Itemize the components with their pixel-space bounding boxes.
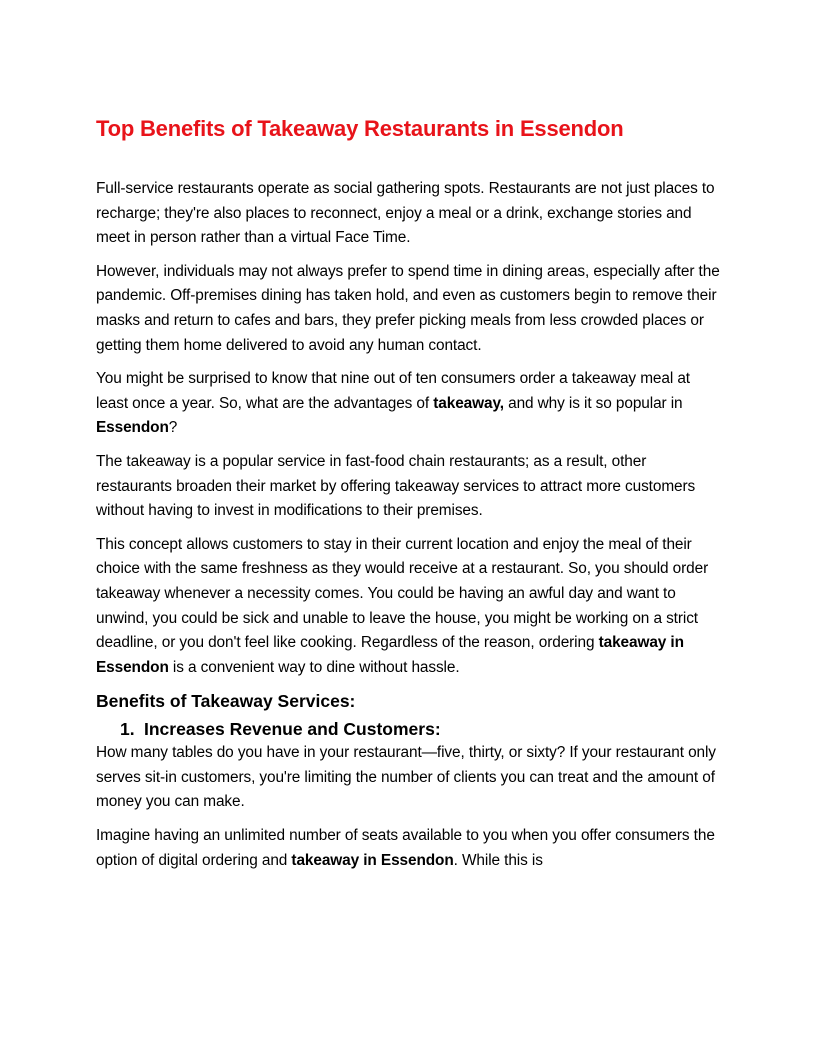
paragraph-pandemic: However, individuals may not always prefer to spend time in dining areas, especially after the pandemic. Off-premises dining has taken hold, and even as customers begin to remove their masks and return to cafes and bars, they prefer picking meals from less crowded places or getting them home delivered to avoid any human contact. (96, 262, 720, 354)
paragraph-unlimited-seats (96, 824, 720, 873)
bold-keyword-takeaway-essendon: takeaway in Essendon (96, 634, 684, 676)
text-run: is a convenient way to dine without hassle. (168, 658, 460, 676)
section-heading: Benefits of Takeaway Services: (96, 691, 356, 712)
text-run: You might be surprised to know that nine out of ten consumers order a takeaway meal at least once a year. So, what are the advantages of (96, 370, 690, 412)
bold-keyword-takeaway-essendon-2: takeaway in Essendon (291, 851, 454, 869)
text-run: ? (168, 419, 178, 437)
page-title: Top Benefits of Takeaway Restaurants in Essendon (96, 116, 624, 141)
paragraph-concept (96, 533, 720, 681)
text-run: This concept allows customers to stay in their current location and enjoy the meal of their choice with the same freshness as they would receive at a restaurant. So, you should order takeaway whenever a necessity comes. You could be having an awful day and want to unwind, you could be sick and unable to leave the house, you might be working on a strict deadline, or you don't feel like cooking. Regardless of the reason, ordering (96, 535, 709, 652)
list-number: 1. (120, 719, 135, 740)
paragraph-tables: How many tables do you have in your restaurant—five, thirty, or sixty? If your restaurant only serves sit-in customers, you're limiting the number of clients you can treat and the amount of money you can make. (96, 744, 716, 811)
paragraph-advantages (96, 367, 720, 441)
bold-keyword-takeaway: takeaway, (433, 394, 504, 412)
text-run: Imagine having an unlimited number of seats available to you when you offer consumers the option of digital ordering and (96, 827, 715, 869)
paragraph-intro: Full-service restaurants operate as social gathering spots. Restaurants are not just places to recharge; they're also places to reconnect, enjoy a meal or a drink, exchange stories and meet in person rather than a virtual Face Time. (96, 180, 715, 247)
list-item-heading (120, 717, 720, 741)
bold-keyword-essendon: Essendon (96, 419, 169, 437)
list-item-label: Increases Revenue and Customers: (144, 719, 441, 740)
text-run: and why is it so popular in (503, 394, 683, 412)
paragraph-fast-food: The takeaway is a popular service in fast-food chain restaurants; as a result, other restaurants broaden their market by offering takeaway services to attract more customers without having to invest in modifications to their premises. (96, 452, 696, 520)
text-run: . While this is (453, 851, 543, 869)
document-body (96, 177, 720, 882)
